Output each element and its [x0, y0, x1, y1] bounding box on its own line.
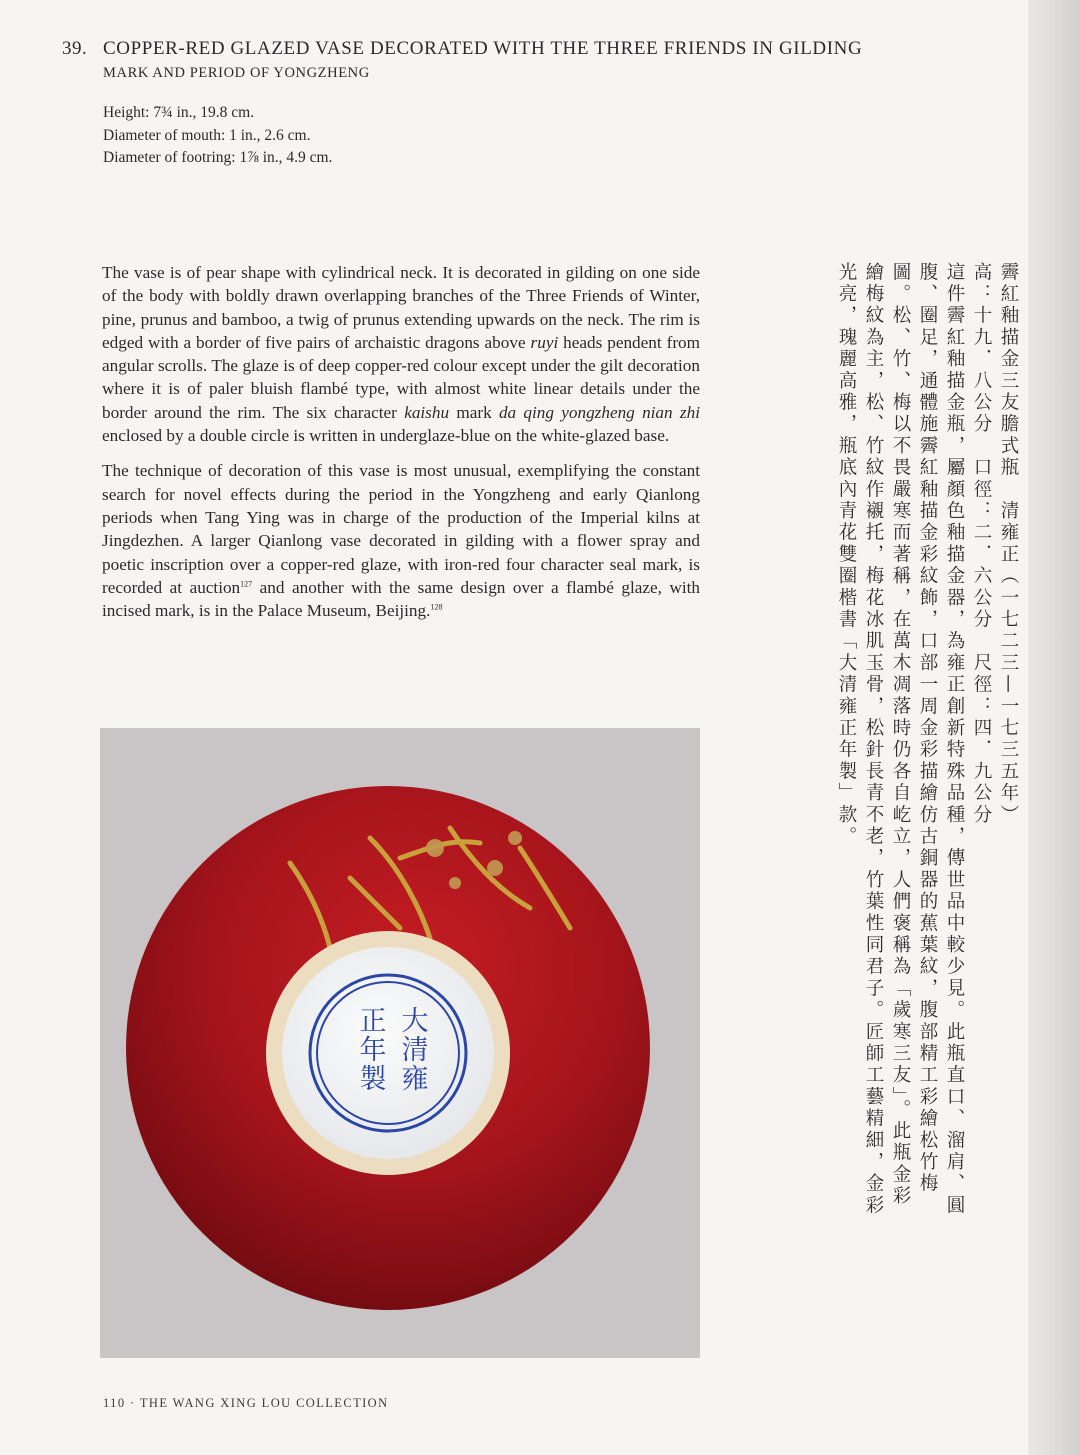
chinese-column-2: 腹、圈足，通體施霽紅釉描金彩紋飾，口部一周金彩描繪仿古銅器的蕉葉紋，腹部精工彩繪松竹梅	[917, 262, 938, 1196]
mark-text: da qing yongzheng nian zhi	[498, 402, 700, 422]
kaishu-term: kaishu	[404, 402, 450, 422]
book-spine-shadow	[1028, 0, 1080, 1455]
dimension-height: Height: 7¾ in., 19.8 cm.	[103, 104, 255, 121]
description-paragraph-2: The technique of decoration of this vase is most unusual, exemplifying the constant search for novel effects during the period in the Yongzheng and early Qianlong periods when Tang Ying was in charge of the production of the Imperial kilns at Jingdezhen. A larger Qianlong vase decorated in gilding with a flower spray and poetic inscription over a copper-red glaze, with iron-red four character seal mark, is recorded at auction$^{127}$ and another with the same design over a flambé glaze, with incised mark, is in the Palace Museum, Beijing.$^{128}$	[102, 461, 700, 621]
dimension-mouth: Diameter of mouth: 1 in., 2.6 cm.	[103, 126, 311, 144]
chinese-column-5: 光亮，瑰麗高雅，瓶底內青花雙圈楷書「大清雍正年製」款。	[836, 262, 857, 848]
reign-mark-left: 正年製	[354, 1006, 386, 1093]
chinese-description	[833, 262, 1022, 1262]
white-glazed-base	[282, 947, 494, 1159]
lot-title: COPPER-RED GLAZED VASE DECORATED WITH THE THREE FRIENDS IN GILDING	[103, 38, 863, 59]
vase-base-photo	[100, 728, 700, 1358]
lot-number: 39.	[62, 38, 88, 59]
ruyi-term: ruyi	[530, 332, 559, 352]
page-footer: 110 · THE WANG XING LOU COLLECTION	[103, 1396, 389, 1410]
chinese-column-4: 繪梅紋為主，松、竹紋作襯托，梅花冰肌玉骨，松針長青不老，竹葉性同君子。匠師工藝精細，金彩	[863, 262, 884, 1217]
chinese-dimensions: 高：十九．八公分 口徑：二．六公分 尺徑：四．九公分	[971, 262, 992, 827]
reign-mark-right: 大清雍	[396, 1006, 428, 1093]
chinese-column-1: 這件霽紅釉描金瓶，屬顏色釉描金器，為雍正創新特殊品種，傳世品中較少見。此瓶直口、溜肩、圓	[944, 262, 965, 1217]
description-text	[102, 261, 700, 634]
lot-subtitle: MARK AND PERIOD OF YONGZHENG	[103, 65, 370, 81]
footnote-128: 128	[430, 602, 443, 612]
footnote-127: 127	[240, 579, 253, 589]
description-paragraph-1: The vase is of pear shape with cylindrical neck. It is decorated in gilding on one side of the body with boldly drawn overlapping branches of the Three Friends of Winter, pine, prunus and bamboo, a twig of prunus extending upwards on the neck. The rim is edged with a border of five pairs of archaistic dragons above ruyi heads pendent from angular scrolls. The glaze is of deep copper-red colour except under the gilt decoration where it is of paler bluish flambé type, with almost white linear details under the border around the rim. The six character kaishu mark da qing yongzheng nian zhi enclosed by a double circle is written in underglaze-blue on the white-glazed base.	[102, 263, 700, 446]
chinese-title: 霽紅釉描金三友膽式瓶 清雍正（一七二三—一七三五年）	[998, 262, 1019, 827]
dimensions-block	[103, 102, 332, 170]
chinese-column-3: 圖。松、竹、梅以不畏嚴寒而著稱，在萬木凋落時仍各自屹立，人們褒稱為「歲寒三友」。此瓶金彩	[890, 262, 911, 1208]
vase-illustration	[100, 728, 700, 1358]
dimension-footring: Diameter of footring: 1⅞ in., 4.9 cm.	[103, 149, 333, 166]
